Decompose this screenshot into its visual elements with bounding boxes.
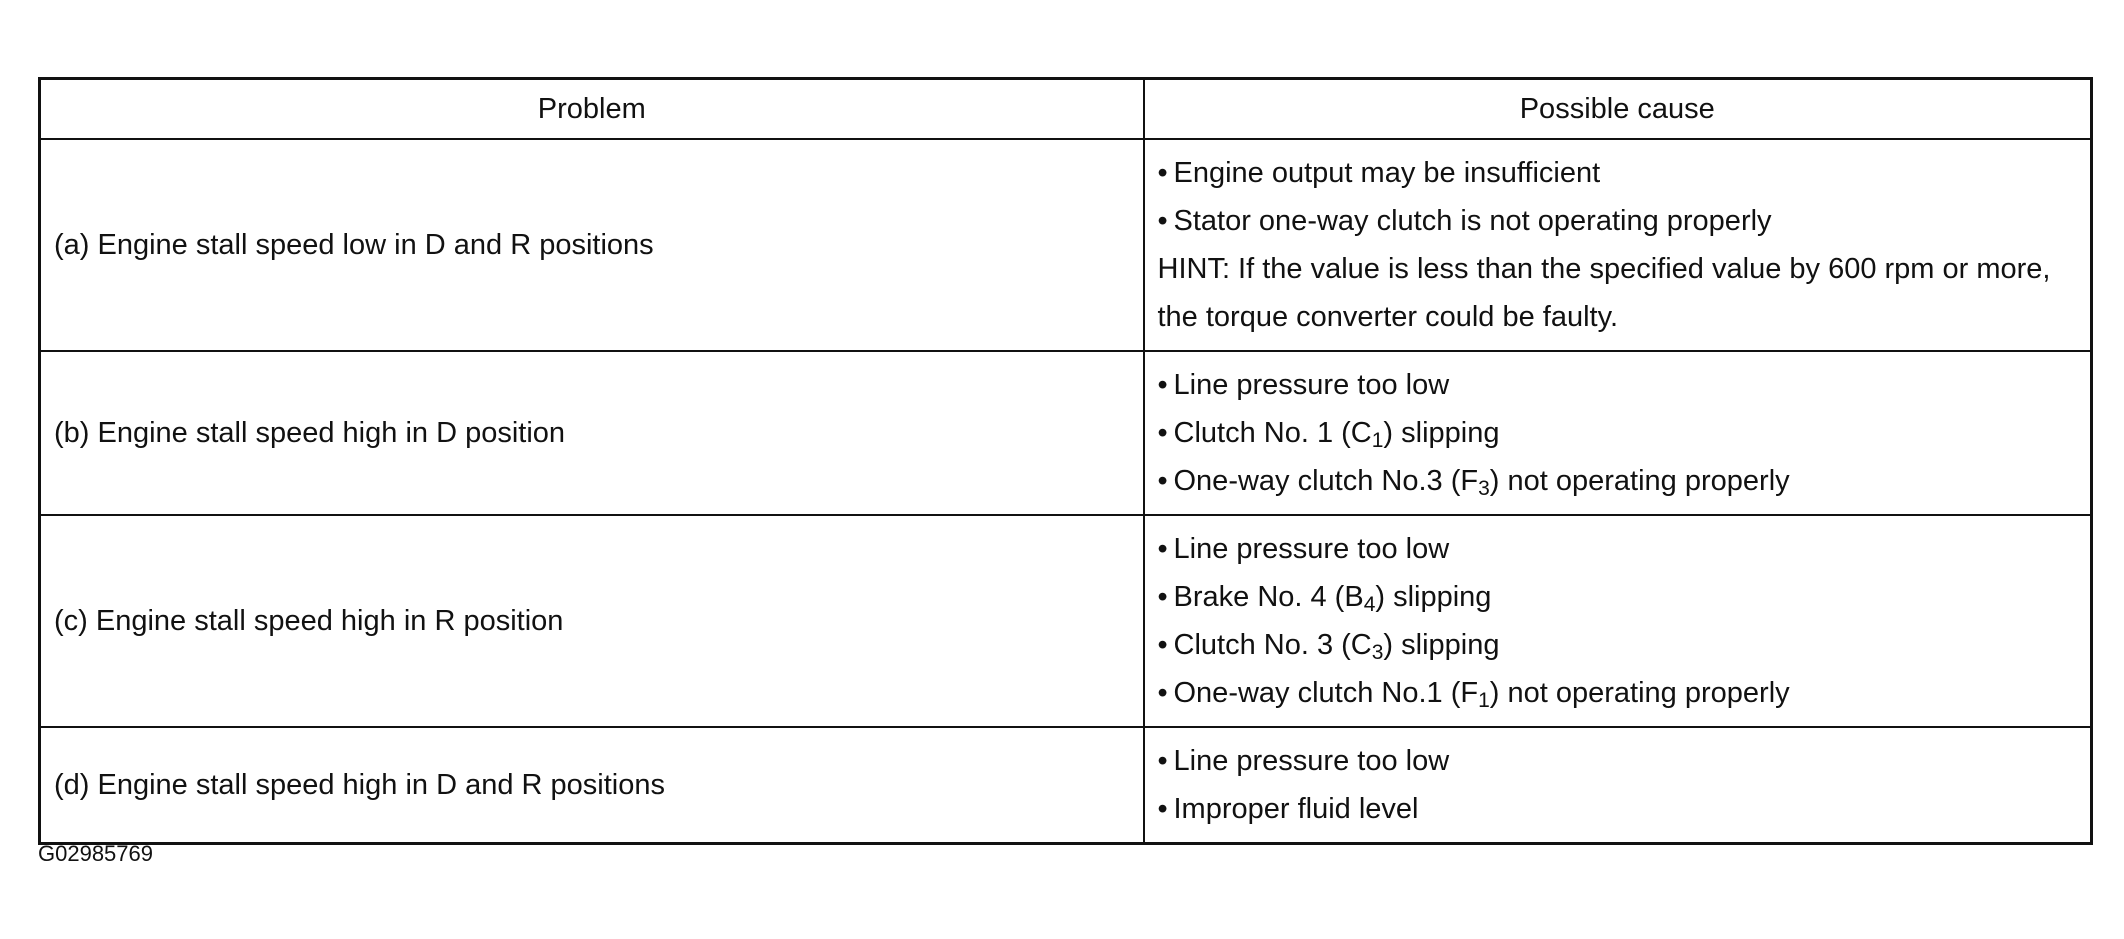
bullet-icon: • <box>1157 205 1168 237</box>
cause-text: Line pressure too low <box>1173 533 1450 565</box>
table-row <box>40 515 2092 727</box>
figure-id: G02985769 <box>38 841 153 866</box>
bullet-icon: • <box>1157 581 1168 613</box>
cause-item <box>1158 361 2079 409</box>
problem-cell: (d) Engine stall speed high in D and R positions <box>40 727 1144 844</box>
cause-item <box>1158 525 2079 573</box>
cause-subscript: 3 <box>1478 477 1490 500</box>
problem-cell: (a) Engine stall speed low in D and R positions <box>40 139 1144 351</box>
cause-text-pre: Brake No. 4 (B <box>1173 581 1364 613</box>
cause-text-post: ) slipping <box>1383 629 1500 661</box>
stall-test-table <box>38 77 2093 845</box>
cause-text: Line pressure too low <box>1173 369 1450 401</box>
cause-item <box>1158 785 2079 833</box>
cause-text: Stator one-way clutch is not operating properly <box>1173 205 1772 237</box>
bullet-icon: • <box>1157 465 1168 497</box>
cause-item <box>1158 149 2079 197</box>
document-body <box>38 77 2090 845</box>
header-problem: Problem <box>40 79 1144 140</box>
bullet-icon: • <box>1157 793 1168 825</box>
cause-text-pre: One-way clutch No.1 (F <box>1173 677 1479 709</box>
table-row <box>40 139 2092 351</box>
cause-cell <box>1144 351 2092 515</box>
bullet-icon: • <box>1157 745 1168 777</box>
cause-item <box>1158 409 2079 457</box>
hint-note: HINT: If the value is less than the specified value by 600 rpm or more, the torque converter could be faulty. <box>1157 253 2051 333</box>
cause-cell <box>1144 139 2092 351</box>
table-row <box>40 351 2092 515</box>
bullet-icon: • <box>1157 629 1168 661</box>
cause-subscript: 4 <box>1363 593 1376 616</box>
bullet-icon: • <box>1157 157 1168 189</box>
cause-text: Improper fluid level <box>1173 793 1419 825</box>
cause-text-post: ) not operating properly <box>1489 465 1790 497</box>
cause-item <box>1158 737 2079 785</box>
cause-text-pre: Clutch No. 3 (C <box>1173 629 1372 661</box>
bullet-icon: • <box>1157 417 1168 449</box>
cause-item <box>1158 669 2079 717</box>
bullet-icon: • <box>1157 533 1168 565</box>
cause-subscript: 1 <box>1371 429 1384 452</box>
cause-subscript: 3 <box>1371 641 1384 664</box>
cause-text-pre: One-way clutch No.3 (F <box>1173 465 1479 497</box>
cause-item <box>1158 457 2079 505</box>
table-header-row <box>40 79 2092 140</box>
header-possible-cause: Possible cause <box>1144 79 2092 140</box>
cause-subscript: 1 <box>1478 689 1490 712</box>
cause-cell <box>1144 515 2092 727</box>
cause-cell <box>1144 727 2092 844</box>
bullet-icon: • <box>1157 369 1168 401</box>
problem-cell: (b) Engine stall speed high in D position <box>40 351 1144 515</box>
cause-text: Line pressure too low <box>1173 745 1450 777</box>
table-row <box>40 727 2092 844</box>
problem-cell: (c) Engine stall speed high in R position <box>40 515 1144 727</box>
bullet-icon: • <box>1157 677 1168 709</box>
cause-text: Engine output may be insufficient <box>1173 157 1601 189</box>
cause-item <box>1158 573 2079 621</box>
cause-text-post: ) slipping <box>1375 581 1492 613</box>
cause-text-pre: Clutch No. 1 (C <box>1173 417 1372 449</box>
cause-item <box>1158 197 2079 245</box>
cause-item <box>1158 621 2079 669</box>
cause-text-post: ) slipping <box>1383 417 1500 449</box>
cause-text-post: ) not operating properly <box>1489 677 1790 709</box>
